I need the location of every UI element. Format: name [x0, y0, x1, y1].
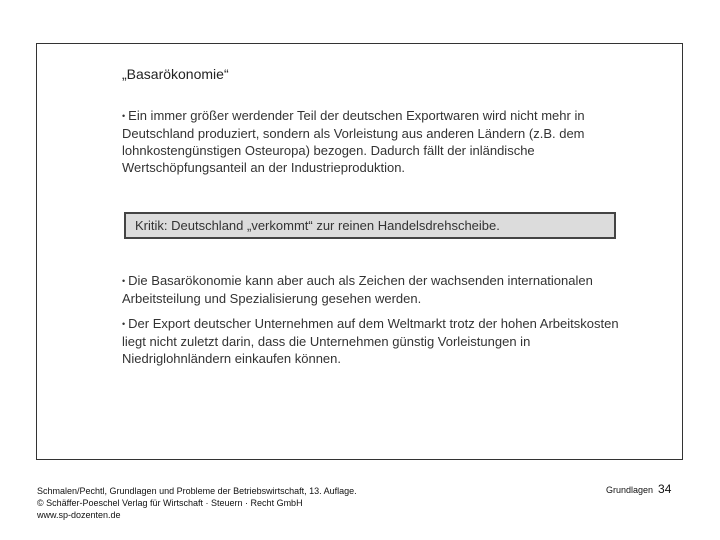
footer-section: Grundlagen — [606, 485, 654, 495]
footer-page-info — [606, 482, 671, 496]
footer-line-publisher: © Schäffer-Poeschel Verlag für Wirtschaft · Steuern · Recht GmbH — [37, 498, 303, 508]
bullet-text-3: Der Export deutscher Unternehmen auf dem Weltmarkt trotz der hohen Arbeitskosten liegt nicht zuletzt darin, dass die Unternehmen günstig Vorleistungen in Niedriglohnländern einkaufen können. — [122, 316, 619, 366]
bullet-mark: • — [122, 319, 126, 329]
bullet-mark: • — [122, 111, 126, 121]
bullet-paragraph-3 — [122, 315, 642, 367]
bullet-paragraph-1 — [122, 107, 642, 176]
bullet-text-1: Ein immer größer werdender Teil der deutschen Exportwaren wird nicht mehr in Deutschland produziert, sondern als Vorleistung aus anderen Ländern (z.B. dem lohnkostengünstigen Osteuropa) bezogen. Dadurch fällt der inländische Wertschöpfungsanteil an der Industrieproduktion. — [122, 108, 585, 175]
slide-frame — [36, 43, 683, 460]
footer-line-source: Schmalen/Pechtl, Grundlagen und Probleme der Betriebswirtschaft, 13. Auflage. — [37, 486, 357, 496]
page-number: 34 — [658, 482, 672, 496]
critique-box — [124, 212, 616, 239]
bullet-paragraph-2 — [122, 272, 642, 307]
bullet-text-2: Die Basarökonomie kann aber auch als Zeichen der wachsenden internationalen Arbeitsteilung und Spezialisierung gesehen werden. — [122, 273, 593, 306]
footer-citation — [37, 485, 357, 521]
bullet-mark: • — [122, 276, 126, 286]
footer-line-website: www.sp-dozenten.de — [37, 510, 121, 520]
critique-text: Kritik: Deutschland „verkommt“ zur reinen Handelsdrehscheibe. — [135, 218, 500, 233]
slide-title: „Basarökonomie“ — [122, 66, 229, 82]
